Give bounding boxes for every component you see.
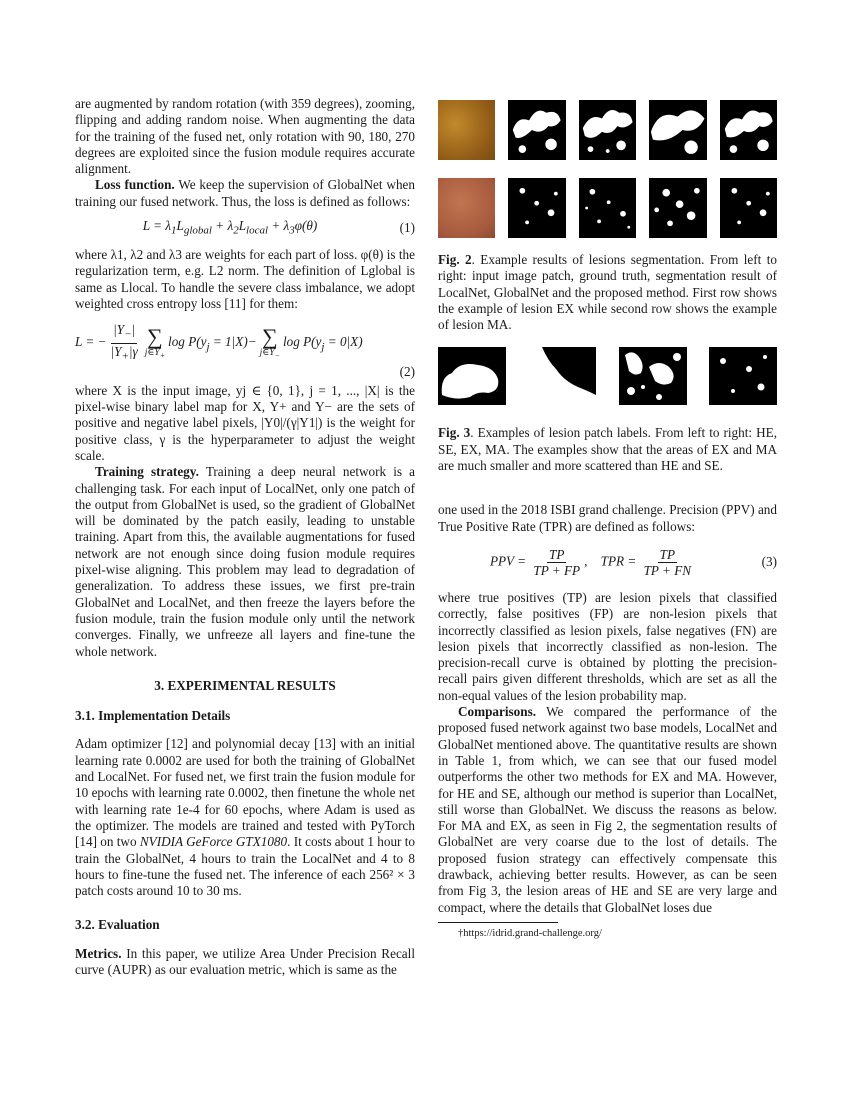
equation-3-number: (3) <box>761 554 777 570</box>
fig3-row <box>438 347 777 405</box>
fig2-caption-text: . Example results of lesions segmentation. From left to right: input image patch, ground truth, segmentation result of LocalNet, GlobalNet and the proposed method. First row shows the example of lesion EX while second row shows the example of lesion MA. <box>438 252 777 333</box>
metrics-heading: Metrics. <box>75 945 122 961</box>
comparisons-text: We compared the performance of the proposed fused network against two base models, LocalNet and GlobalNet mentioned above. The quantitative results are shown in Table 1, from which, we can see that our fused model outperforms the other two methods for EX and MA. However, for HE and SE, although our method is superior than LocalNet, still worse than GlobalNet. We discuss the reasons as below. For MA and EX, as seen in Fig 2, the segmentation results of GlobalNet are very coarse due to the lost of details. The proposed fusion strategy can effectively compensate this drawback, achieving better results. However, as can be seen from Fig 3, the lesion areas of HE and SE are very large and compact, where the details that GlobalNet loses due <box>438 704 777 915</box>
fig2-globalnet-ma <box>649 178 706 238</box>
paragraph-where-lambda: where λ1, λ2 and λ3 are weights for each part of loss. φ(θ) is the regularization term, e.g. L2 norm. The definition of Lglobal is same as Llocal. To handle the severe class imbalance, we adopt weighted cross entropy loss [11] for them: <box>75 247 415 311</box>
section-heading-3: 3. EXPERIMENTAL RESULTS <box>154 677 336 693</box>
footnote-url: †https://idrid.grand-challenge.org/ <box>458 927 602 939</box>
comparisons-heading: Comparisons. <box>458 704 537 720</box>
fig2-localnet-ex <box>579 100 636 160</box>
fig3-caption-text: . Examples of lesion patch labels. From left to right: HE, SE, EX, MA. The examples show that the areas of EX and MA are much smaller and more scattered than HE and SE. <box>438 425 777 474</box>
fig2-row-ma <box>438 178 777 238</box>
fig3-he-label <box>438 347 506 405</box>
right-column <box>438 100 777 940</box>
paragraph-loss <box>75 177 415 210</box>
fig2-proposed-ex <box>720 100 777 160</box>
footnote-rule <box>438 922 558 923</box>
fig3-label: Fig. 3 <box>438 425 471 441</box>
equation-2: L = − $\frac{|Y_-|}{|Y_+|\gamma}$ ∑ $j\in Y_+$ $\log P(y_j = 1|X)-$ ∑ $j\in Y_-$ $\log P(y_j = 0|X)$ <box>75 322 363 363</box>
paragraph-metrics <box>75 946 415 979</box>
fig2-globalnet-ex <box>649 100 706 160</box>
subsection-heading-3-1: 3.1. Implementation Details <box>75 708 231 724</box>
fig2-localnet-ma <box>579 178 636 238</box>
equation-1: $L = \lambda_1L_{global} + \lambda_2L_{local} + \lambda_3\varphi(\theta)$ (1) <box>142 218 415 237</box>
loss-text: We keep the supervision of GlobalNet when training our fused network. Thus, the loss is defined as follows: <box>75 177 415 209</box>
fig2-caption <box>438 252 777 333</box>
paragraph-aupr-cont: one used in the 2018 ISBI grand challenge. Precision (PPV) and True Positive Rate (TPR) are defined as follows: <box>438 502 777 534</box>
fig2-row-ex <box>438 100 777 160</box>
subsection-heading-3-2: 3.2. Evaluation <box>75 917 160 933</box>
paragraph-training <box>75 464 415 660</box>
paragraph-augmentation: are augmented by random rotation (with 359 degrees), zooming, flipping and adding random noise. When augmenting the data for the training of the fused net, only rotation with 90, 180, 270 degrees are exploited since the fusion module requires accurate alignment. <box>75 96 415 177</box>
fig2-ground-truth-ex <box>508 100 565 160</box>
training-text: Training a deep neural network is a challenging task. For each input of LocalNet, only one patch of the output from GlobalNet is used, so the gradient of GlobalNet will be dominated by the patch easily, leading to unstable training. Apart from this, the available augmentations for fused network are not enough since doing fusion module requires pixel-wise aligning. This problem may lead to degradation of generalization. To address these issues, we first pre-train GlobalNet and LocalNet, and then freeze the layers before the fusion module, train the fusion module only until the network converges. Finally, we unfreeze all layers and fine-tune the whole network. <box>75 464 415 659</box>
fig2-ground-truth-ma <box>508 178 565 238</box>
metrics-text: In this paper, we utilize Area Under Precision Recall curve (AUPR) as our evaluation metric, which is same as the <box>75 945 415 977</box>
loss-heading: Loss function. <box>95 177 175 193</box>
paragraph-implementation <box>75 736 415 899</box>
fig2-input-patch-ex <box>438 100 495 160</box>
impl-text-b: . It costs about 1 hour to train the GlobalNet, 4 hours to train the LocalNet and 4 to 8 hours to fine-tune the fused net. The inference of each 256² × 3 patch costs around 10 to 30 ms. <box>75 834 415 899</box>
equation-2-number: (2) <box>399 364 415 380</box>
paragraph-true-positives: where true positives (TP) are lesion pixels that classified correctly, false positives (FP) are non-lesion pixels that incorrectly classified as lesion pixels, false negatives (FN) are lesion pixels that incorrectly classified as non-lesion. The precision-recall curve is obtained by plotting the precision-recall pairs given different thresholds, which are set as all the non-equal values of the lesion probability map. <box>438 589 777 703</box>
fig3-ma-label <box>709 347 777 405</box>
equation-1-number: (1) <box>399 220 415 236</box>
fig2-input-patch-ma <box>438 178 495 238</box>
fig2-label: Fig. 2 <box>438 252 472 267</box>
fig3-se-label <box>528 347 596 405</box>
impl-text-a: Adam optimizer [12] and polynomial decay [13] with an initial learning rate 0.0002 are used for both the training of GlobalNet and LocalNet. For fused net, we first train the fusion module for 10 epochs with learning rate 0.0002, then finetune the whole net with learning rate 1e-4 for 60 epochs, where Adam is used as the optimizer. The models are trained and tested with PyTorch [14] on two <box>75 736 415 850</box>
left-column <box>75 96 415 978</box>
fig2-proposed-ma <box>720 178 777 238</box>
training-heading: Training strategy. <box>95 464 199 480</box>
equation-3: PPV = $\frac{TP}{TP + FP}$ , TPR = $\frac{TP}{TP + FN}$ (3) <box>489 546 777 578</box>
paragraph-comparisons <box>438 704 777 916</box>
fig3-ex-label <box>619 347 687 405</box>
paragraph-where-x: where X is the input image, yj ∈ {0, 1}, j = 1, ..., |X| is the pixel-wise binary label map for X, Y+ and Y− are the sets of positive and negative label pixels, |Y0|/(γ|Y1|) is the weight for positive class, γ is the hyperparameter to adjust the weight scale. <box>75 382 415 463</box>
fig3-caption <box>438 425 777 474</box>
impl-gpu: NVIDIA GeForce GTX1080 <box>139 834 288 850</box>
